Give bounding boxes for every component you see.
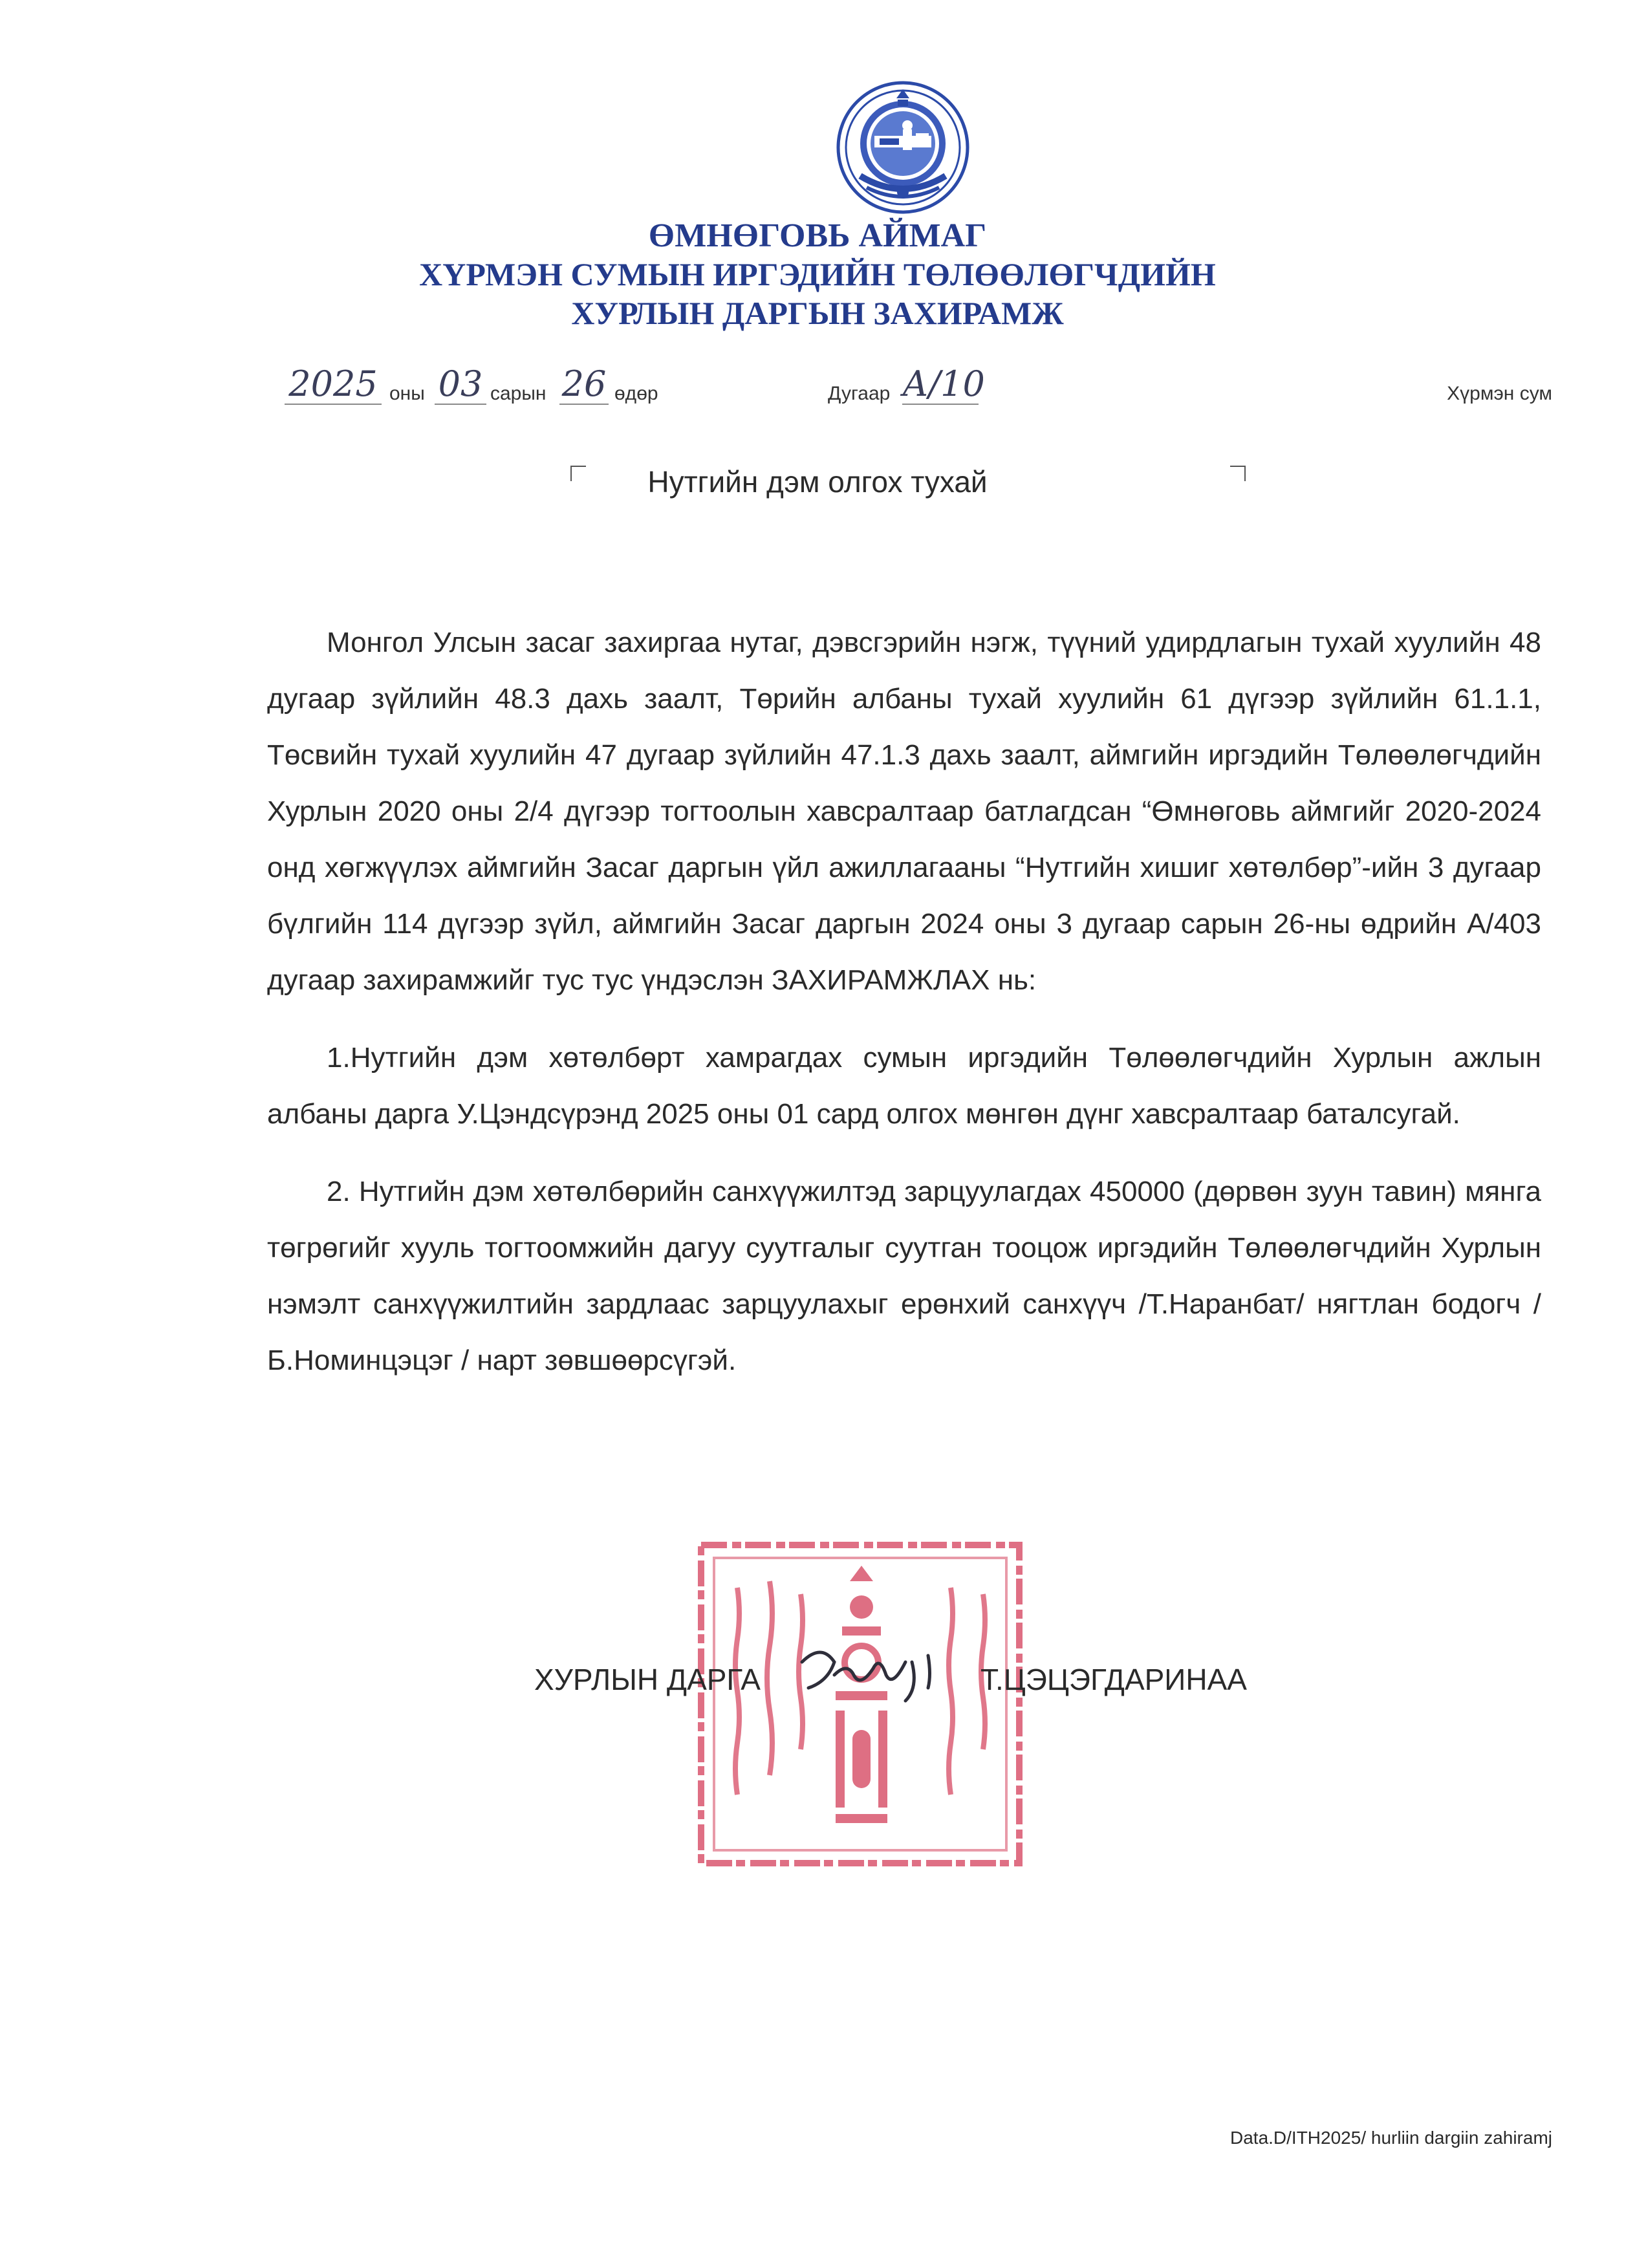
body-intro-paragraph: Монгол Улсын засаг захиргаа нутаг, дэвсгэрийн нэгж, түүний удирдлагын тухай хуулийн 48 дугаар зүйлийн 48.3 дахь заалт, Төрийн албаны тухай хуулийн 61 дүгээр зүйлийн 61.1.1, Төсвийн тухай хуулийн 47 дугаар зүйлийн 47.1.3 дахь заалт, аймгийн иргэдийн Төлөөлөгчдийн Хурлын 2020 оны 2/4 дүгээр тогтоолын хавсралтаар батлагдсан “Өмнөговь аймгийг 2020-2024 онд хөгжүүлэх аймгийн Засаг даргын үйл ажиллагааны “Нутгийн хишиг хөтөлбөр”-ийн 3 дугаар бүлгийн 114 дүгээр зүйл, аймгийн Засаг даргын 2024 оны 3 дугаар сарын 26-ны өдрийн А/403 дугаар захирамжийг тус тус үндэслэн ЗАХИРАМЖЛАХ нь:: [267, 627, 1541, 996]
number-label: Дугаар: [828, 383, 891, 404]
day-label: өдөр: [614, 383, 658, 404]
body-item-1: 1.Нутгийн дэм хөтөлбөрт хамрагдах сумын иргэдийн Төлөөлөгчдийн Хурлын ажлын албаны дарга У.Цэндсүрэнд 2025 оны 01 сард олгох мөнгөн дүнг хавсралтаар баталсугай.: [267, 1042, 1541, 1130]
date-day: 26: [559, 365, 609, 405]
document-body: [267, 614, 1541, 1388]
header-line-1: ӨМНӨГОВЬ АЙМАГ: [648, 217, 987, 254]
document-number: А/10: [902, 363, 985, 404]
signatory-name: Т.ЦЭЦЭГДАРИНАА: [980, 1663, 1247, 1696]
date-month: 03: [435, 365, 486, 405]
body-item-2: 2. Нутгийн дэм хөтөлбөрийн санхүүжилтэд зарцуулагдах 450000 (дөрвөн зуун тавин) мянга төгрөгийг хууль тогтоомжийн дагуу суутгалыг суутган тооцож иргэдийн Төлөөлөгчдийн Хурлын нэмэлт санхүүжилтийн зардлаас зарцуулахыг ерөнхий санхүүч /Т.Наранбат/ нягтлан бодогч /Б.Номинцэцэг / нарт зөвшөөрсүгэй.: [267, 1176, 1541, 1376]
handwritten-signature-icon: [789, 1636, 957, 1707]
signature-title: ХУРЛЫН ДАРГА: [534, 1663, 761, 1696]
month-label: сарын: [490, 383, 547, 404]
date-number-line: [285, 362, 1552, 414]
document-subject: Нутгийн дэм олгох тухай: [647, 465, 988, 499]
place-name: Хүрмэн сум: [1447, 383, 1552, 404]
date-year: 2025: [285, 365, 382, 405]
header-line-3: ХУРЛЫН ДАРГЫН ЗАХИРАМЖ: [571, 295, 1064, 331]
year-label: оны: [389, 383, 425, 404]
state-emblem-icon: [834, 79, 971, 216]
footer-reference: Data.D/ITH2025/ hurliin dargiin zahiramj: [1230, 2128, 1552, 2148]
header-line-2: ХҮРМЭН СУМЫН ИРГЭДИЙН ТӨЛӨӨЛӨГЧДИЙН: [419, 256, 1216, 292]
